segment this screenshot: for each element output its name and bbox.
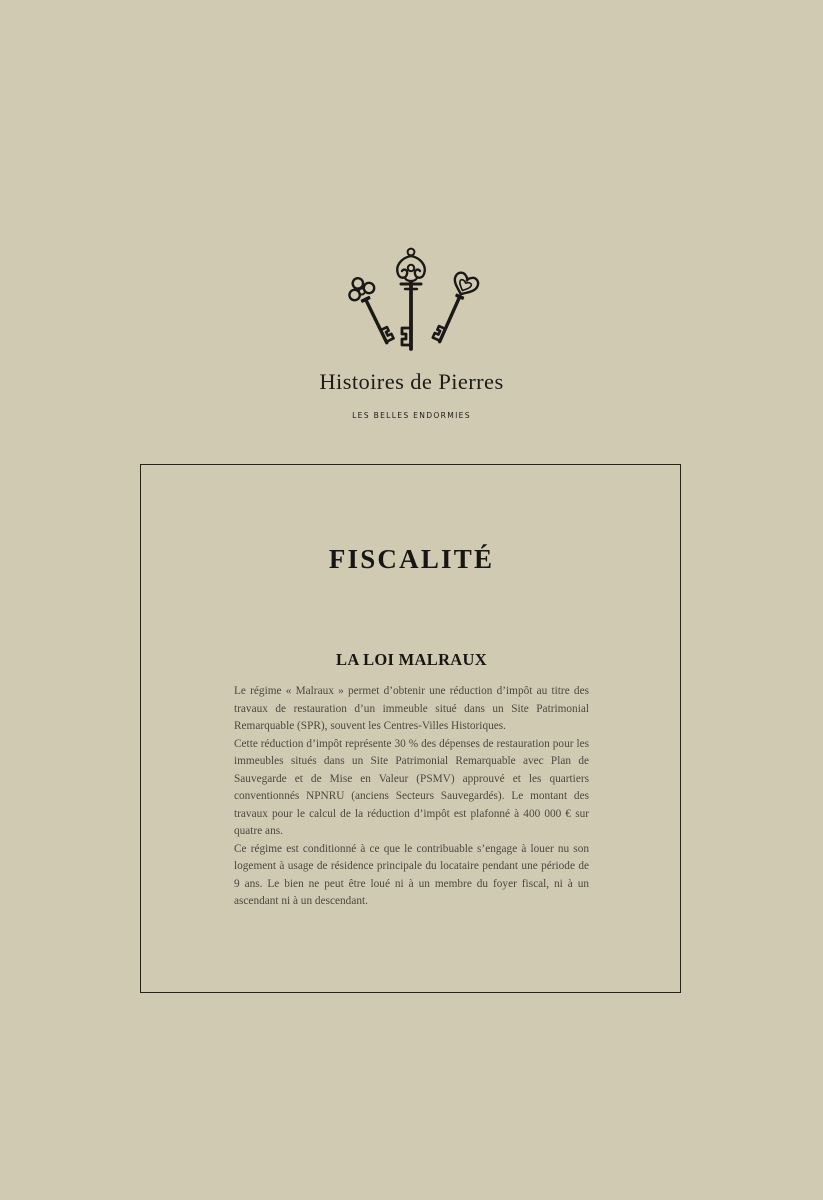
three-keys-logo-icon: [336, 244, 486, 356]
brand-tagline: LES BELLES ENDORMIES: [352, 411, 471, 420]
paragraph: Cette réduction d’impôt représente 30 % des dépenses de restauration pour les immeubles situés dans un Site Patrimonial Remarquable avec Plan de Sauvegarde et de Mise en Valeur (PSMV) approuvé et les quartiers conventionnés NPNRU (anciens Secteurs Sauvegardés). Le montant des travaux pour le calcul de la réduction d’impôt est plafonné à 400 000 € sur quatre ans.: [234, 737, 589, 837]
brand-name: Histoires de Pierres: [319, 369, 504, 394]
paragraph: Le régime « Malraux » permet d’obtenir une réduction d’impôt au titre des travaux de restauration d’un immeuble situé dans un Site Patrimonial Remarquable (SPR), souvent les Centres-Villes Historiques.: [234, 685, 589, 732]
section-body: [234, 683, 589, 911]
page-title: FISCALITÉ: [328, 544, 495, 574]
paragraph: Ce régime est conditionné à ce que le contribuable s’engage à louer nu son logement à usage de résidence principale du locataire pendant une période de 9 ans. Le bien ne peut être loué ni à un membre du foyer fiscal, ni à un ascendant ni à un descendant.: [234, 842, 589, 907]
section-heading: LA LOI MALRAUX: [336, 650, 487, 669]
heart-key-icon: [429, 271, 480, 347]
ornate-key-icon: [397, 249, 425, 349]
clover-key-icon: [344, 273, 399, 349]
